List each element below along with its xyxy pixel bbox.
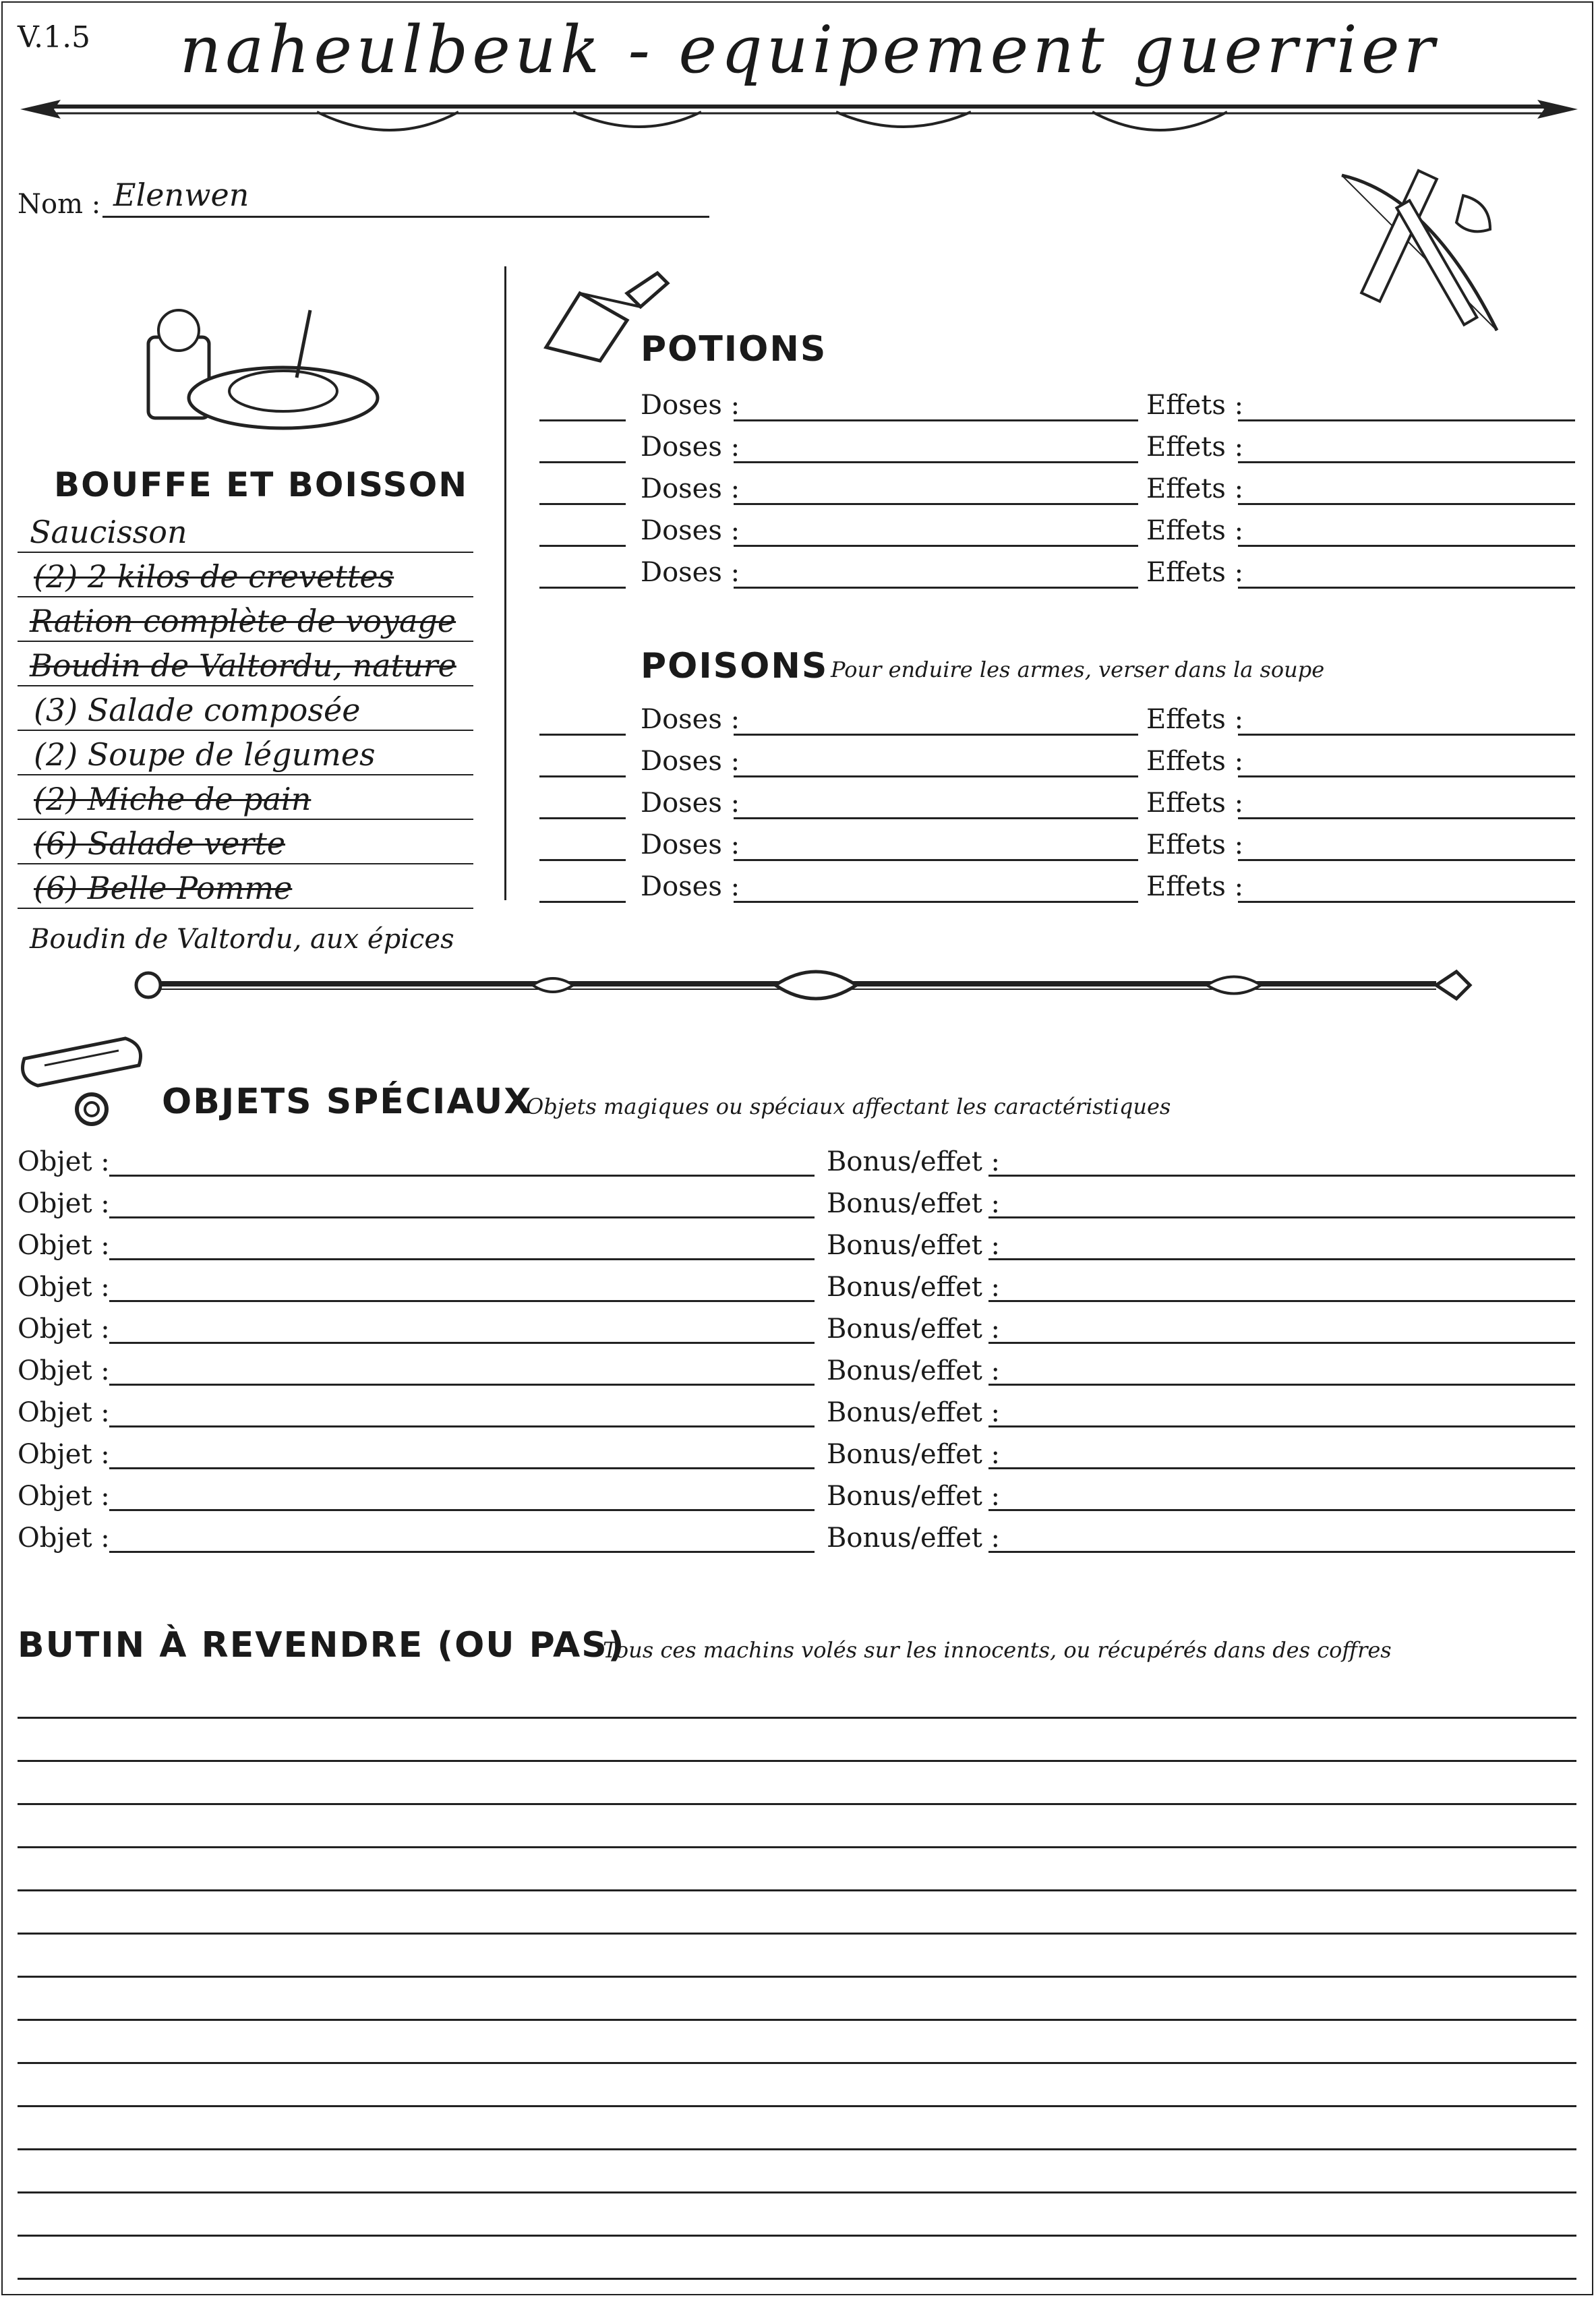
object-field[interactable] (109, 1425, 815, 1427)
potion-dose-field[interactable] (734, 461, 1138, 463)
object-label: Objet : (18, 1314, 110, 1345)
object-field[interactable] (109, 1509, 815, 1511)
bonus-field[interactable] (988, 1342, 1575, 1344)
loot-line[interactable] (18, 1889, 1576, 1891)
poison-effect-field[interactable] (1238, 817, 1575, 819)
poison-dose-label: Doses : (641, 704, 740, 735)
crossed-weapons-icon (1328, 155, 1524, 344)
potion-effect-label: Effets : (1146, 515, 1244, 546)
potion-effect-label: Effets : (1146, 557, 1244, 588)
bonus-field[interactable] (988, 1509, 1575, 1511)
potion-quantity-field[interactable] (539, 587, 626, 589)
bonus-field[interactable] (988, 1467, 1575, 1469)
loot-line[interactable] (18, 1717, 1576, 1719)
bonus-field[interactable] (988, 1551, 1575, 1553)
bonus-label: Bonus/effet : (827, 1146, 1001, 1177)
name-underline (102, 216, 709, 218)
potion-effect-label: Effets : (1146, 473, 1244, 504)
poison-dose-field[interactable] (734, 734, 1138, 736)
food-item: (3) Salade composée (34, 692, 361, 728)
potion-quantity-field[interactable] (539, 419, 626, 421)
food-item: Saucisson (30, 514, 187, 550)
potion-effect-label: Effets : (1146, 390, 1244, 421)
food-item: (2) 2 kilos de crevettes (34, 558, 394, 595)
potion-effect-field[interactable] (1238, 587, 1575, 589)
potion-quantity-field[interactable] (539, 503, 626, 505)
object-label: Objet : (18, 1146, 110, 1177)
loot-line[interactable] (18, 2105, 1576, 2107)
poison-quantity-field[interactable] (539, 859, 626, 861)
poison-effect-field[interactable] (1238, 859, 1575, 861)
food-item: Boudin de Valtordu, nature (30, 647, 456, 684)
page-title: naheulbeuk - equipement guerrier (179, 12, 1439, 88)
food-item: (2) Soupe de légumes (34, 736, 376, 773)
poison-quantity-field[interactable] (539, 775, 626, 777)
food-line (18, 685, 473, 686)
food-tankard-icon (135, 297, 384, 438)
food-line (18, 908, 473, 909)
version-label: V.1.5 (18, 20, 91, 55)
loot-line[interactable] (18, 1803, 1576, 1805)
object-label: Objet : (18, 1481, 110, 1512)
loot-note: Tous ces machins volés sur les innocents, ou récupérés dans des coffres (603, 1637, 1392, 1663)
object-field[interactable] (109, 1175, 815, 1177)
food-extra-item: Boudin de Valtordu, aux épices (30, 924, 454, 955)
potion-quantity-field[interactable] (539, 461, 626, 463)
loot-line[interactable] (18, 1760, 1576, 1762)
bonus-field[interactable] (988, 1175, 1575, 1177)
object-label: Objet : (18, 1188, 110, 1219)
object-label: Objet : (18, 1523, 110, 1554)
loot-line[interactable] (18, 1976, 1576, 1978)
name-value[interactable]: Elenwen (113, 177, 249, 213)
poison-dose-label: Doses : (641, 788, 740, 819)
bonus-label: Bonus/effet : (827, 1230, 1001, 1261)
loot-line[interactable] (18, 2019, 1576, 2021)
potion-dose-label: Doses : (641, 557, 740, 588)
bonus-label: Bonus/effet : (827, 1272, 1001, 1303)
bonus-label: Bonus/effet : (827, 1481, 1001, 1512)
loot-line[interactable] (18, 2148, 1576, 2150)
bonus-field[interactable] (988, 1300, 1575, 1302)
loot-line[interactable] (18, 2235, 1576, 2237)
scroll-ring-icon (18, 1032, 159, 1133)
poison-effect-field[interactable] (1238, 734, 1575, 736)
loot-line[interactable] (18, 2191, 1576, 2193)
food-item: Ration complète de voyage (30, 603, 456, 639)
bonus-label: Bonus/effet : (827, 1314, 1001, 1345)
object-field[interactable] (109, 1384, 815, 1386)
object-field[interactable] (109, 1300, 815, 1302)
poison-quantity-field[interactable] (539, 817, 626, 819)
poison-effect-label: Effets : (1146, 746, 1244, 777)
potion-quantity-field[interactable] (539, 545, 626, 547)
poison-dose-field[interactable] (734, 817, 1138, 819)
poisons-title: POISONS (641, 646, 829, 686)
potions-title: POTIONS (641, 329, 827, 370)
loot-line[interactable] (18, 2062, 1576, 2064)
loot-line[interactable] (18, 1846, 1576, 1848)
potion-dose-field[interactable] (734, 545, 1138, 547)
object-field[interactable] (109, 1216, 815, 1218)
potion-dose-label: Doses : (641, 515, 740, 546)
poison-effect-field[interactable] (1238, 901, 1575, 903)
bonus-label: Bonus/effet : (827, 1355, 1001, 1386)
potion-effect-label: Effets : (1146, 432, 1244, 463)
food-item: (6) Belle Pomme (34, 870, 293, 906)
object-label: Objet : (18, 1272, 110, 1303)
name-label: Nom : (18, 189, 101, 220)
food-line (18, 819, 473, 820)
potion-effect-field[interactable] (1238, 461, 1575, 463)
bonus-label: Bonus/effet : (827, 1439, 1001, 1470)
potion-effect-field[interactable] (1238, 419, 1575, 421)
poison-effect-field[interactable] (1238, 775, 1575, 777)
food-line (18, 730, 473, 731)
poison-effect-label: Effets : (1146, 704, 1244, 735)
food-line (18, 774, 473, 775)
special-objects-note: Objets magiques ou spéciaux affectant les caractéristiques (526, 1094, 1171, 1119)
food-item: (2) Miche de pain (34, 781, 312, 817)
poison-effect-label: Effets : (1146, 788, 1244, 819)
object-field[interactable] (109, 1551, 815, 1553)
poison-quantity-field[interactable] (539, 901, 626, 903)
potion-dose-label: Doses : (641, 390, 740, 421)
potion-effect-field[interactable] (1238, 503, 1575, 505)
spear-divider-icon (13, 88, 1585, 148)
bonus-field[interactable] (988, 1384, 1575, 1386)
column-divider (504, 266, 506, 900)
object-label: Objet : (18, 1230, 110, 1261)
bonus-field[interactable] (988, 1216, 1575, 1218)
poison-dose-field[interactable] (734, 901, 1138, 903)
food-line (18, 863, 473, 864)
poison-dose-label: Doses : (641, 829, 740, 860)
bonus-field[interactable] (988, 1258, 1575, 1260)
special-objects-title: OBJETS SPÉCIAUX (162, 1082, 533, 1122)
potion-dose-label: Doses : (641, 473, 740, 504)
potion-dose-field[interactable] (734, 503, 1138, 505)
food-line (18, 552, 473, 553)
poisons-note: Pour enduire les armes, verser dans la soupe (831, 657, 1325, 682)
bonus-field[interactable] (988, 1425, 1575, 1427)
object-label: Objet : (18, 1439, 110, 1470)
potion-dose-field[interactable] (734, 419, 1138, 421)
poison-dose-label: Doses : (641, 871, 740, 902)
food-line (18, 641, 473, 642)
poison-effect-label: Effets : (1146, 871, 1244, 902)
potion-dose-field[interactable] (734, 587, 1138, 589)
food-item: (6) Salade verte (34, 825, 286, 862)
bonus-label: Bonus/effet : (827, 1523, 1001, 1554)
potion-effect-field[interactable] (1238, 545, 1575, 547)
object-field[interactable] (109, 1258, 815, 1260)
poison-effect-label: Effets : (1146, 829, 1244, 860)
food-title: BOUFFE ET BOISSON (54, 465, 469, 504)
bonus-label: Bonus/effet : (827, 1188, 1001, 1219)
object-label: Objet : (18, 1355, 110, 1386)
object-field[interactable] (109, 1342, 815, 1344)
staff-divider-icon (128, 961, 1470, 1008)
potion-dose-label: Doses : (641, 432, 740, 463)
object-label: Objet : (18, 1397, 110, 1428)
bonus-label: Bonus/effet : (827, 1397, 1001, 1428)
poison-quantity-field[interactable] (539, 734, 626, 736)
poison-dose-field[interactable] (734, 859, 1138, 861)
loot-line[interactable] (18, 2278, 1576, 2280)
poison-dose-label: Doses : (641, 746, 740, 777)
object-field[interactable] (109, 1467, 815, 1469)
poison-dose-field[interactable] (734, 775, 1138, 777)
food-line (18, 596, 473, 597)
loot-title: BUTIN À REVENDRE (OU PAS) (18, 1625, 626, 1666)
loot-line[interactable] (18, 1933, 1576, 1935)
